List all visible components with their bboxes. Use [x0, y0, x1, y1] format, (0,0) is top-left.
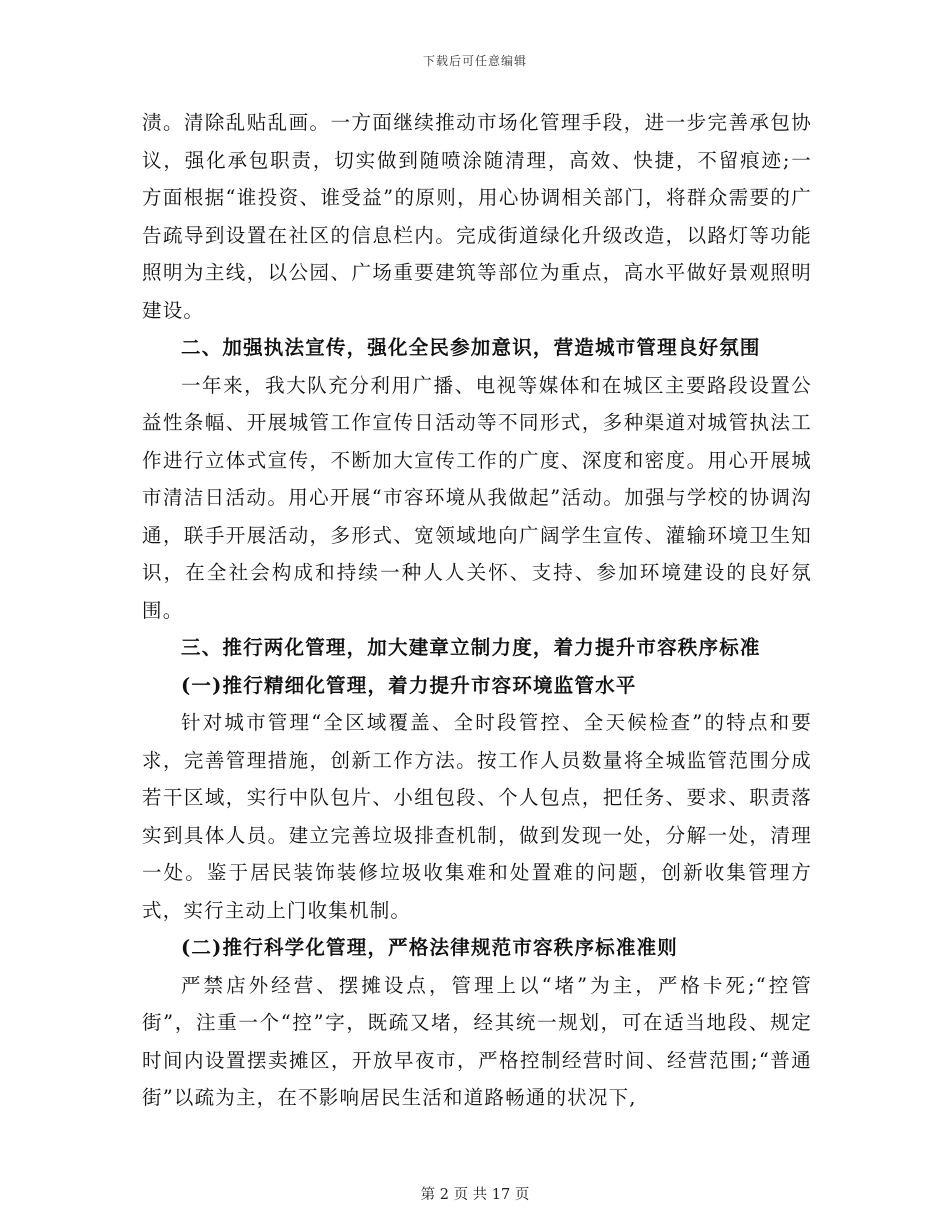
- paragraph-scientific-management: 严禁店外经营、摆摊设点，管理上以“堵”为主，严格卡死;“控管街”，注重一个“控”字，既疏又堵，经其统一规划，可在适当地段、规定时间内设置摆卖摊区，开放早夜市，严格控制经营时间、经营范围;“普通街”以疏为主，在不影响居民生活和道路畅通的状况下,: [142, 973, 812, 1109]
- section-heading-2: 二、加强执法宣传，强化全民参加意识，营造城市管理良好氛围: [181, 336, 761, 359]
- section-heading-3: 三、推行两化管理，加大建章立制力度，着力提升市容秩序标准: [181, 636, 761, 659]
- subsection-heading-1: (一)推行精细化管理，着力提升市容环境监管水平: [181, 673, 637, 697]
- paragraph-continuation: 渍。清除乱贴乱画。一方面继续推动市场化管理手段，进一步完善承包协议，强化承包职责，切实做到随喷涂随清理，高效、快捷，不留痕迹;一方面根据“谁投资、谁受益”的原则，用心协调相关部门，将群众需要的广告疏导到设置在社区的信息栏内。完成街道绿化升级改造，以路灯等功能照明为主线，以公园、广场重要建筑等部位为重点，高水平做好景观照明建设。: [142, 111, 812, 322]
- paragraph-refined-management: 针对城市管理“全区域覆盖、全时段管控、全天候检查”的特点和要求，完善管理措施，创新工作方法。按工作人员数量将全城监管范围分成若干区域，实行中队包片、小组包段、个人包点，把任务、要求、职责落实到具体人员。建立完善垃圾排查机制，做到发现一处，分解一处，清理一处。鉴于居民装饰装修垃圾收集难和处置难的问题，创新收集管理方式，实行主动上门收集机制。: [142, 711, 812, 922]
- page-header-note: 下载后可任意编辑: [422, 54, 527, 68]
- paragraph-publicity: 一年来，我大队充分利用广播、电视等媒体和在城区主要路段设置公益性条幅、开展城管工作宣传日活动等不同形式，多种渠道对城管执法工作进行立体式宣传，不断加大宣传工作的广度、深度和密度。用心开展城市清洁日活动。用心开展“市容环境从我做起”活动。加强与学校的协调沟通，联手开展活动，多形式、宽领域地向广阔学生宣传、灌输环境卫生知识，在全社会构成和持续一种人人关怀、支持、参加环境建设的良好氛围。: [142, 373, 812, 622]
- page-number: 第 2 页 共 17 页: [420, 1187, 530, 1203]
- document-body: [142, 104, 812, 1117]
- subsection-heading-2: (二)推行科学化管理，严格法律规范市容秩序标准准则: [181, 936, 678, 959]
